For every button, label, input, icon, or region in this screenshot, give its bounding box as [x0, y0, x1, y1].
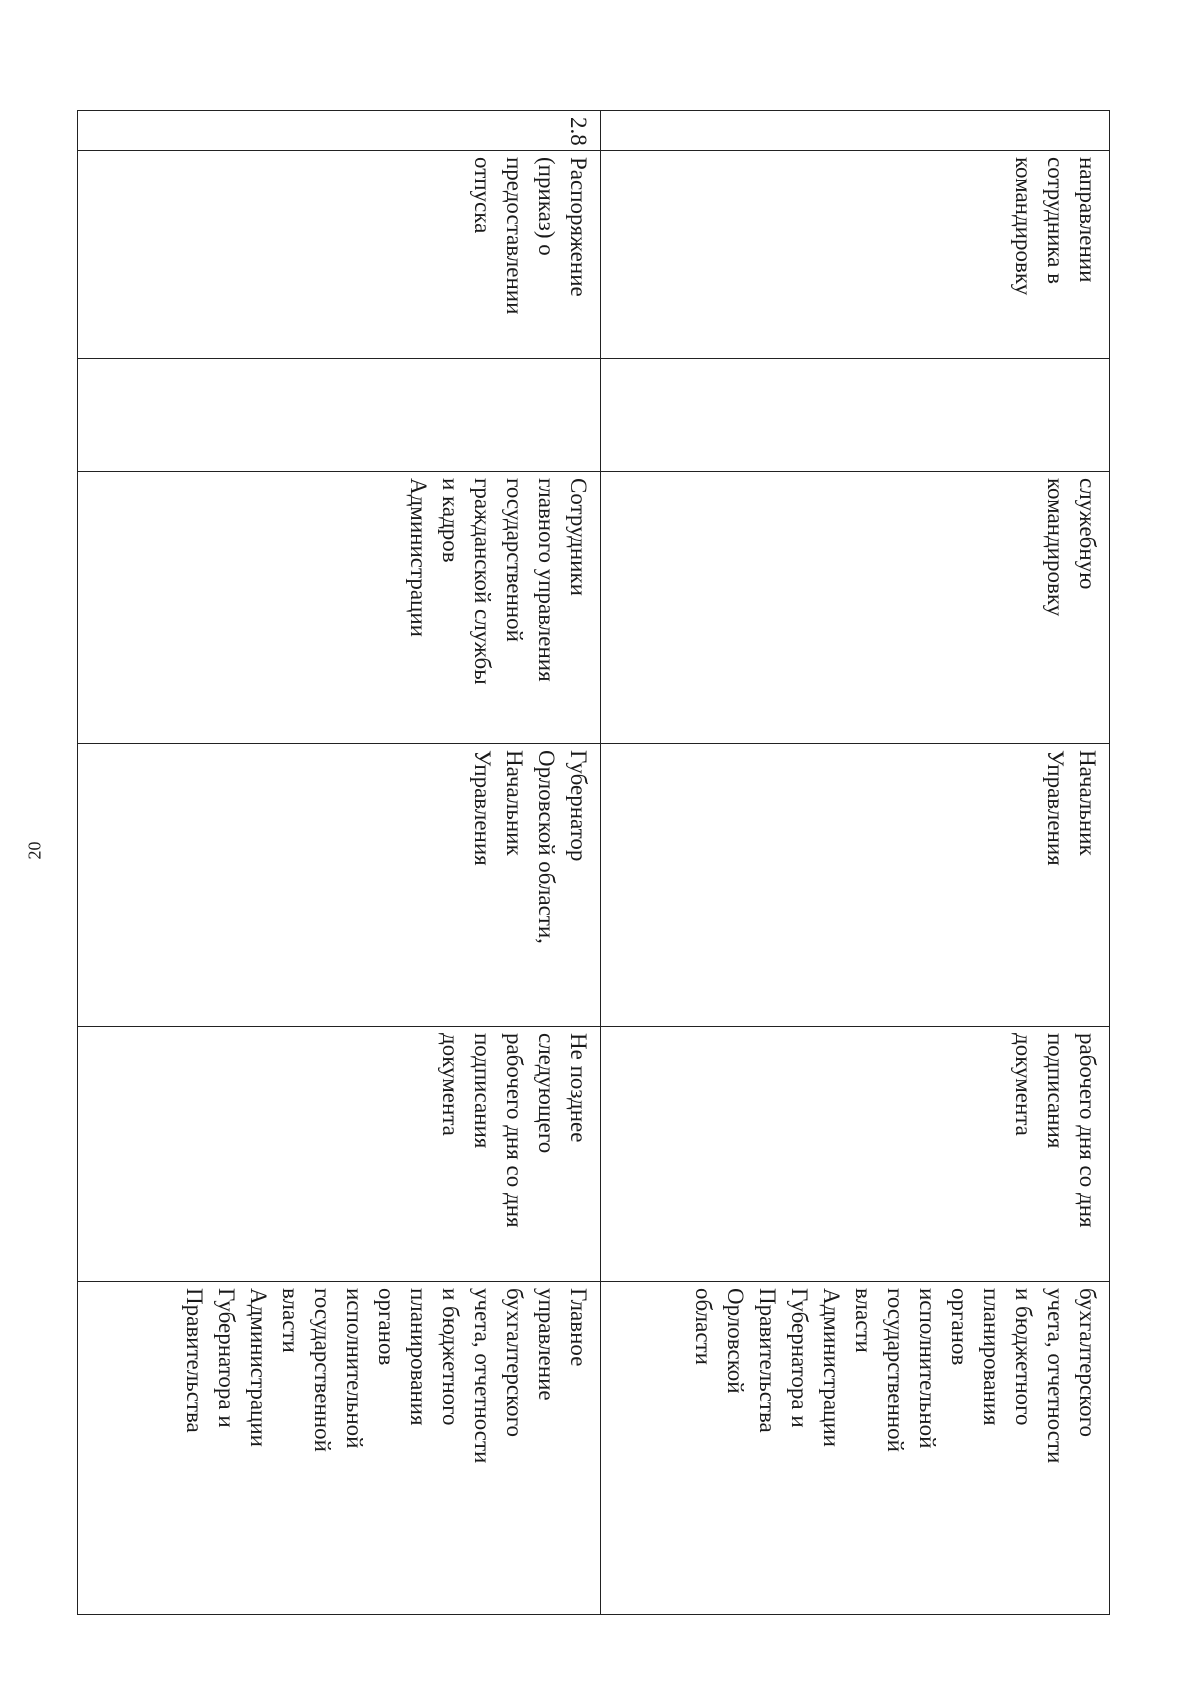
cell-document: Распоряжение (приказ) о предоставлении отпуска	[78, 151, 601, 359]
table-row	[78, 111, 601, 1615]
cell-number: 2.8	[78, 111, 601, 151]
cell-prepared-by: Сотрудники главного управления государственной гражданской службы и кадров Администрации	[78, 472, 601, 744]
cell-document: направлении сотрудника в командировку	[601, 151, 1110, 359]
cell-prepared-by: служебную командировку	[601, 472, 1110, 744]
page-number: 20	[24, 841, 45, 860]
cell-number	[601, 111, 1110, 151]
table-row	[601, 111, 1110, 1615]
cell-deadline: Не позднее следующего рабочего дня со дня подписания документа	[78, 1027, 601, 1282]
cell-empty	[78, 359, 601, 472]
rotated-table-wrapper	[78, 110, 1110, 1614]
cell-recipient: Главное управление бухгалтерского учета, отчетности и бюджетного планирования органов исполнительной государственной власти Администрации Губернатора и Правительства	[78, 1282, 601, 1615]
cell-recipient: бухгалтерского учета, отчетности и бюджетного планирования органов исполнительной государственной власти Администрации Губернатора и Правительства Орловской области	[601, 1282, 1110, 1615]
cell-signed-by: Губернатор Орловской области, Начальник Управления	[78, 744, 601, 1027]
document-table	[77, 110, 1110, 1615]
cell-deadline: рабочего дня со дня подписания документа	[601, 1027, 1110, 1282]
cell-empty	[601, 359, 1110, 472]
cell-signed-by: Начальник Управления	[601, 744, 1110, 1027]
